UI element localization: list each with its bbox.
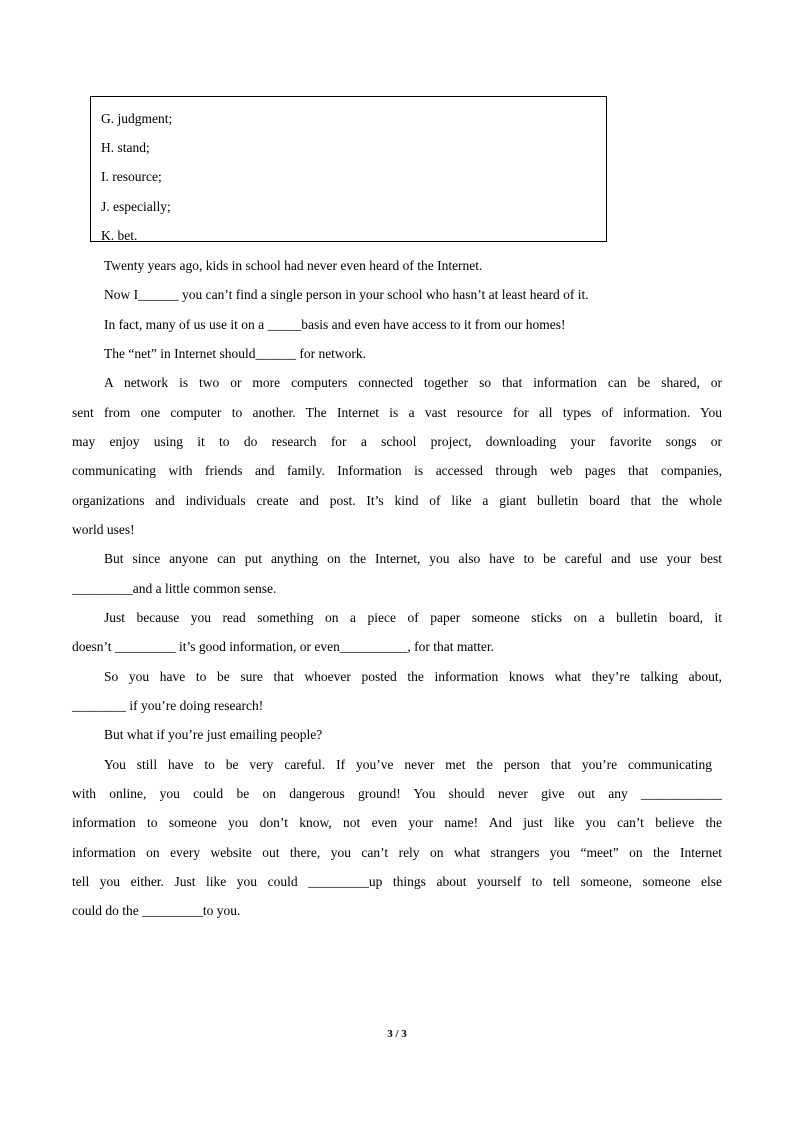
option-h: H. stand; [101, 140, 150, 155]
option-i: I. resource; [101, 169, 162, 184]
passage-line: Now I______ you can’t find a single person in your school who hasn’t at least heard of it. [104, 287, 589, 302]
passage-line: The “net” in Internet should______ for network. [104, 346, 367, 361]
passage-line: could do the _________to you. [72, 903, 241, 918]
passage-line: But what if you’re just emailing people? [104, 727, 323, 742]
passage-line: You still have to be very careful. If you’ve never met the person that you’re communicating [104, 757, 712, 772]
passage-line: But since anyone can put anything on the Internet, you also have to be careful and use your best [104, 551, 722, 566]
passage-line: A network is two or more computers connected together so that information can be shared, or [104, 375, 722, 390]
passage-line: Just because you read something on a piece of paper someone sticks on a bulletin board, it [104, 610, 722, 625]
passage-line: _________and a little common sense. [72, 581, 277, 596]
passage-line: doesn’t _________ it’s good information, or even__________, for that matter. [72, 639, 494, 654]
passage-line: So you have to be sure that whoever posted the information knows what they’re talking about, [104, 669, 722, 684]
passage-line: information on every website out there, you can’t rely on what strangers you “meet” on the Internet [72, 845, 722, 860]
option-g: G. judgment; [101, 111, 173, 126]
passage-line: tell you either. Just like you could _________up things about yourself to tell someone, someone else [72, 874, 722, 889]
passage-line: organizations and individuals create and post. It’s kind of like a giant bulletin board that the whole [72, 493, 722, 508]
passage-line: world uses! [72, 522, 135, 537]
passage-line: information to someone you don’t know, not even your name! And just like you can’t believe the [72, 815, 722, 830]
passage-line: communicating with friends and family. Information is accessed through web pages that companies, [72, 463, 722, 478]
word-bank-box [90, 96, 607, 242]
passage-line: ________ if you’re doing research! [72, 698, 264, 713]
passage-line: may enjoy using it to do research for a school project, downloading your favorite songs or [72, 434, 722, 449]
passage-line: with online, you could be on dangerous ground! You should never give out any ____________ [72, 786, 722, 801]
passage-line: Twenty years ago, kids in school had never even heard of the Internet. [104, 258, 483, 273]
page-number: 3 / 3 [387, 1028, 407, 1040]
option-j: J. especially; [101, 199, 171, 214]
passage-line: sent from one computer to another. The Internet is a vast resource for all types of information. You [72, 405, 722, 420]
option-k: K. bet. [101, 228, 138, 243]
passage-line: In fact, many of us use it on a _____basis and even have access to it from our homes! [104, 317, 566, 332]
